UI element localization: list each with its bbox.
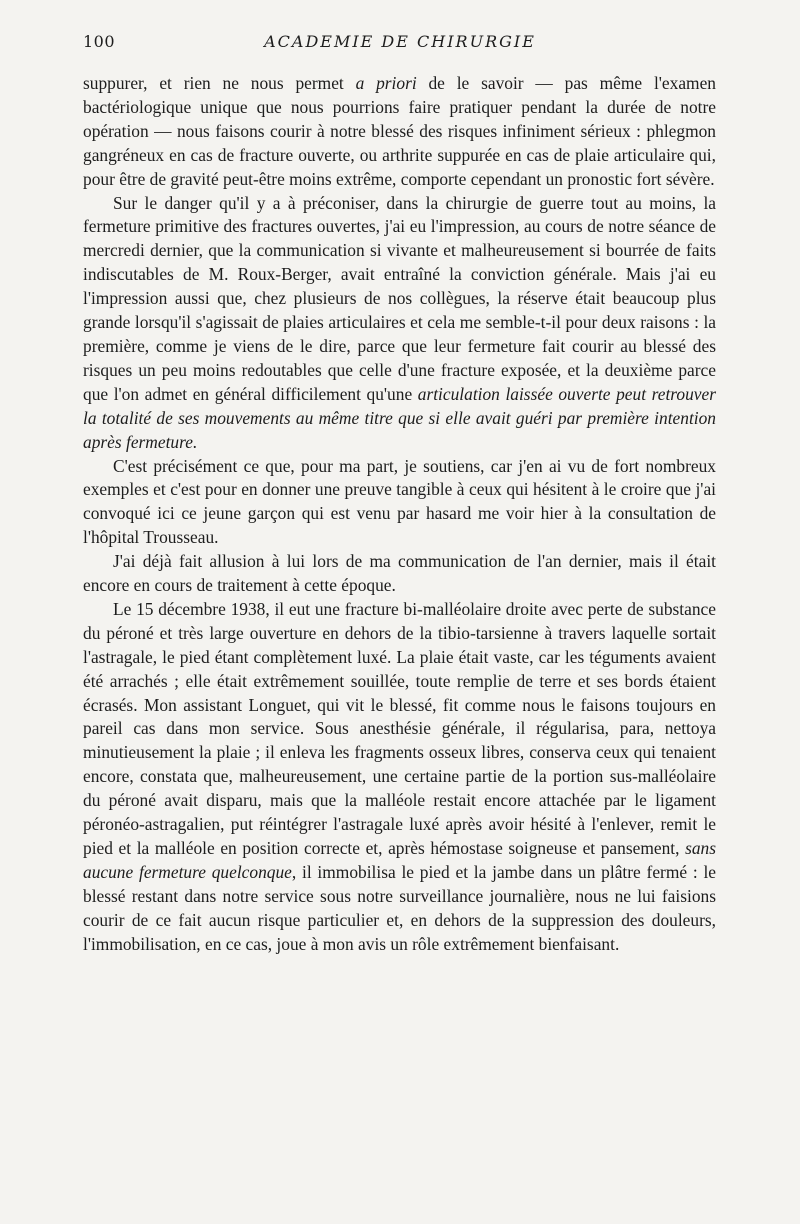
journal-title: ACADEMIE DE CHIRURGIE (264, 32, 536, 51)
paragraph-5 (83, 598, 716, 957)
paragraph-2 (83, 192, 716, 455)
paragraph-5-text-b: , il immobilisa le pied et la jambe dans un plâtre fermé : le blessé restant dans notre service sous notre surveillance journalière, nous ne lui faisions courir de ce fait aucun risque particulier et, en dehors de la suppression des douleurs, l'immobilisation, en ce cas, joue à mon avis un rôle extrêmement bienfaisant. (83, 861, 716, 954)
paragraph-5-emphasis: sans aucune fermeture quelconque (83, 838, 716, 882)
paragraph-2-emphasis: articulation laissée ouverte peut retrouver la totalité de ses mouvements au même titre que si elle avait guéri par première intention après fermeture. (83, 383, 717, 452)
running-head (83, 32, 717, 56)
paragraph-4: J'ai déjà fait allusion à lui lors de ma communication de l'an dernier, mais il était encore en cours de traitement à cette époque. (83, 551, 716, 596)
text-body (83, 72, 716, 957)
paragraph-1 (83, 72, 716, 192)
paragraph-2-text: Sur le danger qu'il y a à préconiser, dans la chirurgie de guerre tout au moins, la fermeture primitive des fractures ouvertes, j'ai eu l'impression, au cours de notre séance de mercredi dernier, que la communication si vivante et malheureusement si bourrée de faits indiscutables de M. Roux-Berger, avait entraîné la conviction générale. Mais j'ai eu l'impression aussi que, chez plusieurs de nos collègues, la réserve était beaucoup plus grande lorsqu'il s'agissait de plaies articulaires et cela me semble-t-il pour deux raisons : la première, comme je viens de le dire, parce que leur fermeture fait courir au blessé des risques un peu moins redoutables que celle d'une fracture exposée, et la deuxième parce que l'on admet en général difficilement qu'une (83, 192, 716, 404)
paragraph-1-text-b: de le savoir — pas même l'examen bactériologique unique que nous pourrions faire pratiquer pendant la durée de notre opération — nous faisons courir à notre blessé des risques infiniment sérieux : phlegmon gangréneux en cas de fracture ouverte, ou arthrite suppurée en cas de plaie articulaire qui, pour être de gravité peut-être moins extrême, comporte cependant un pronostic fort sévère. (83, 73, 716, 189)
paragraph-5-text-a: Le 15 décembre 1938, il eut une fracture bi-malléolaire droite avec perte de substance du péroné et très large ouverture en dehors de la tibio-tarsienne à travers laquelle sortait l'astragale, le pied étant complètement luxé. La plaie était vaste, car les téguments avaient été arrachés ; elle était extrêmement souillée, toute remplie de terre et ses bords étaient écrasés. Mon assistant Longuet, qui vit le blessé, fit comme nous le faisons toujours en pareil cas dans mon service. Sous anesthésie générale, il régularisa, para, nettoya minutieusement la plaie ; il enleva les fragments osseux libres, conserva ceux qui tenaient encore, constata que, malheureusement, une certaine partie de la portion sus-malléolaire du péroné avait disparu, mais que la malléole restait encore attachée par le ligament péronéo-astragalien, put réintégrer l'astragale luxé après avoir hésité à l'enlever, remit le pied et la malléole en position correcte et, après hémostase soigneuse et pansement, (83, 598, 716, 858)
paragraph-1-emphasis: a priori (355, 73, 417, 93)
paragraph-1-text-a: suppurer, et rien ne nous permet (83, 73, 356, 93)
paragraph-3: C'est précisément ce que, pour ma part, je soutiens, car j'en ai vu de fort nombreux exemples et c'est pour en donner une preuve tangible à ceux qui hésitent à le croire que j'ai convoqué ici ce jeune garçon qui est venu par hasard me voir hier à la consultation de l'hôpital Trousseau. (83, 455, 716, 548)
page-number: 100 (83, 32, 116, 51)
